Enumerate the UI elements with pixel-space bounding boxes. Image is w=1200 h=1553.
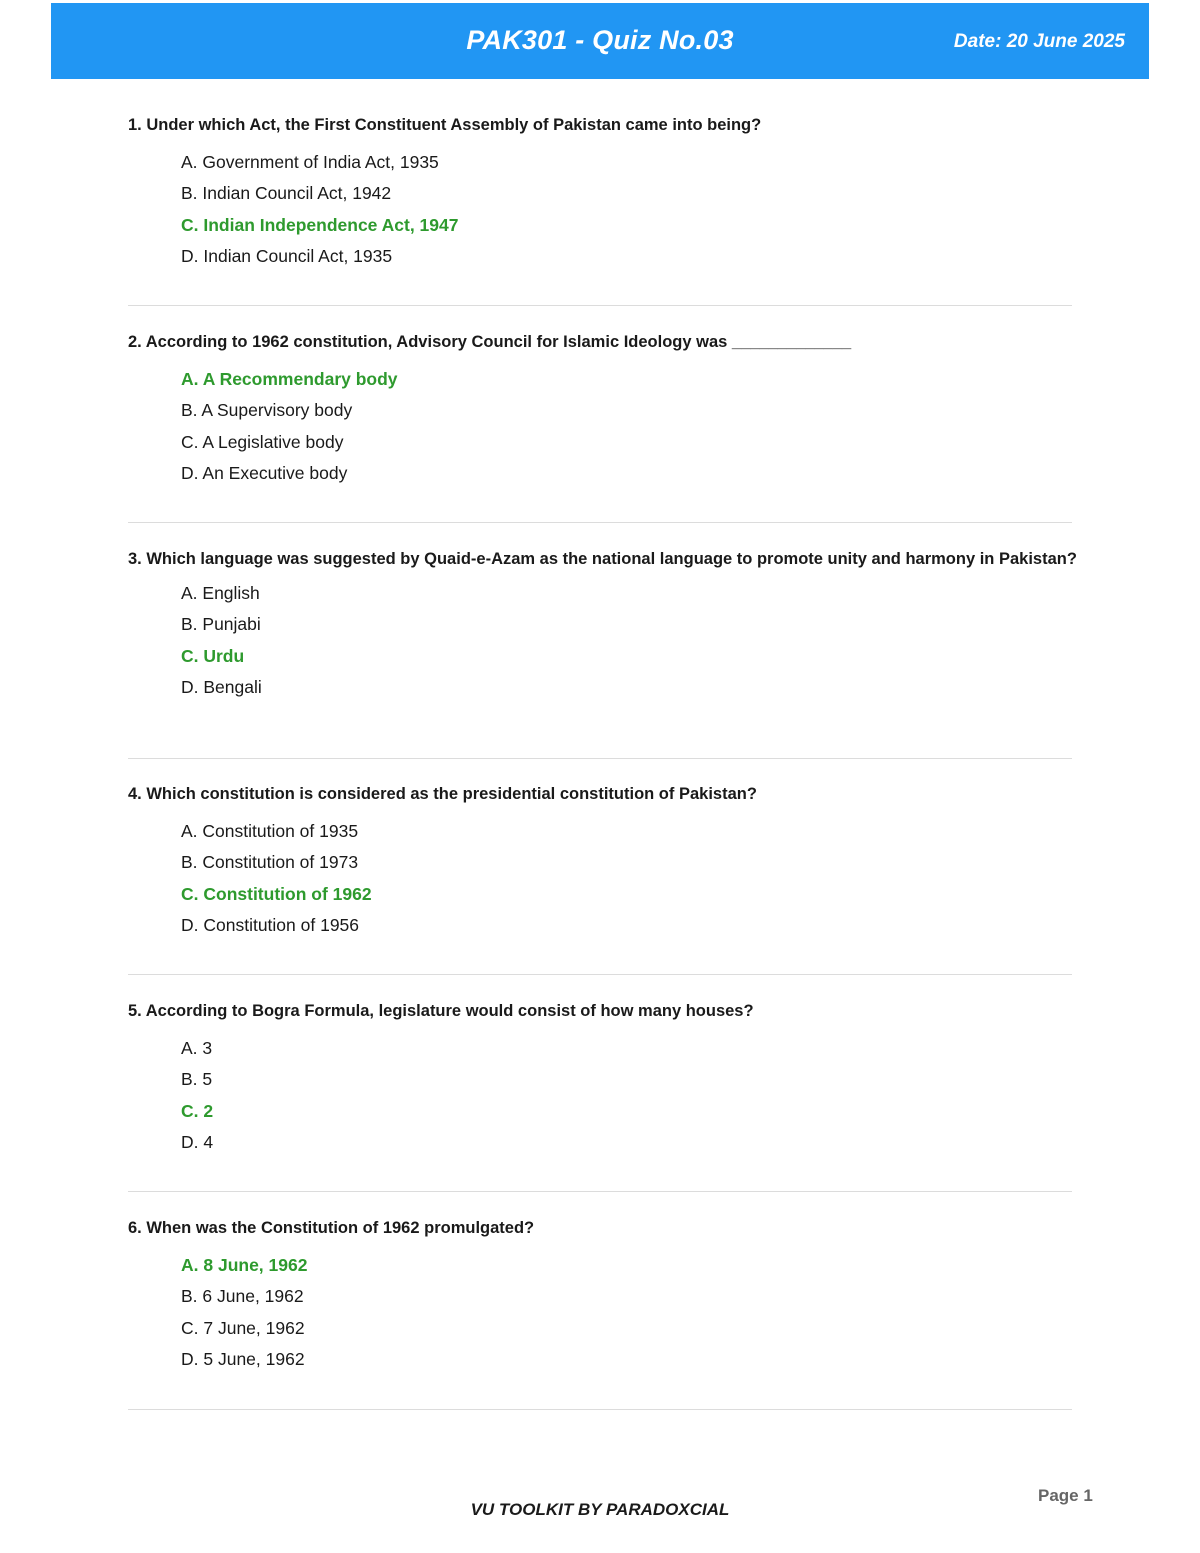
option-d: D. An Executive body [181,462,348,483]
option-d: D. Bengali [181,676,262,697]
option-list [181,816,1072,941]
option-a-correct: A. 8 June, 1962 [181,1255,308,1275]
footer-credit: VU TOOLKIT BY PARADOXCIAL [470,1500,730,1519]
option-d: D. Indian Council Act, 1935 [181,245,393,266]
question-divider [128,305,1072,306]
question-divider [128,1191,1072,1192]
quiz-header [51,3,1149,79]
option-d: D. 4 [181,1131,214,1152]
question-5 [128,1001,1072,1158]
question-text: 5. According to Bogra Formula, legislature would consist of how many houses? [128,1002,754,1020]
question-text: 4. Which constitution is considered as the presidential constitution of Pakistan? [128,785,757,803]
question-2 [128,332,1072,489]
option-a-correct: A. A Recommendary body [181,369,398,389]
option-c-correct: C. Urdu [181,645,245,666]
question-6 [128,1218,1072,1375]
question-4 [128,784,1072,941]
option-a: A. English [181,583,260,603]
option-d: D. 5 June, 1962 [181,1348,305,1369]
option-b: B. A Supervisory body [181,400,353,421]
option-b: B. 5 [181,1069,213,1090]
option-b: B. Indian Council Act, 1942 [181,183,392,204]
quiz-title: PAK301 - Quiz No.03 [466,25,734,55]
option-a: A. Constitution of 1935 [181,821,359,841]
question-divider [128,1409,1072,1410]
question-1 [128,115,1072,272]
option-list [181,1033,1072,1158]
option-b: B. Constitution of 1973 [181,852,359,873]
quiz-date: Date: 20 June 2025 [953,31,1125,52]
question-3 [128,549,1077,703]
option-c: C. 7 June, 1962 [181,1317,305,1338]
option-a: A. 3 [181,1038,213,1058]
question-text: 3. Which language was suggested by Quaid-e-Azam as the national language to promote unity and harmony in Pakistan? [128,550,1077,568]
option-c-correct: C. Constitution of 1962 [181,883,372,904]
option-list [181,364,1072,489]
option-list [181,147,1072,272]
option-a: A. Government of India Act, 1935 [181,152,439,172]
question-divider [128,974,1072,975]
option-c-correct: C. 2 [181,1100,214,1121]
option-c-correct: C. Indian Independence Act, 1947 [181,214,459,235]
page-number: Page 1 [1038,1486,1093,1505]
option-list [181,1250,1072,1375]
option-b: B. Punjabi [181,614,261,635]
option-c: C. A Legislative body [181,431,344,452]
question-divider [128,522,1072,523]
option-d: D. Constitution of 1956 [181,914,360,935]
question-divider [128,758,1072,759]
question-text: 1. Under which Act, the First Constituent Assembly of Pakistan came into being? [128,116,762,134]
question-text: 2. According to 1962 constitution, Advisory Council for Islamic Ideology was _____________ [128,333,852,351]
option-b: B. 6 June, 1962 [181,1286,304,1307]
option-list [181,578,1072,703]
question-text: 6. When was the Constitution of 1962 promulgated? [128,1219,535,1237]
